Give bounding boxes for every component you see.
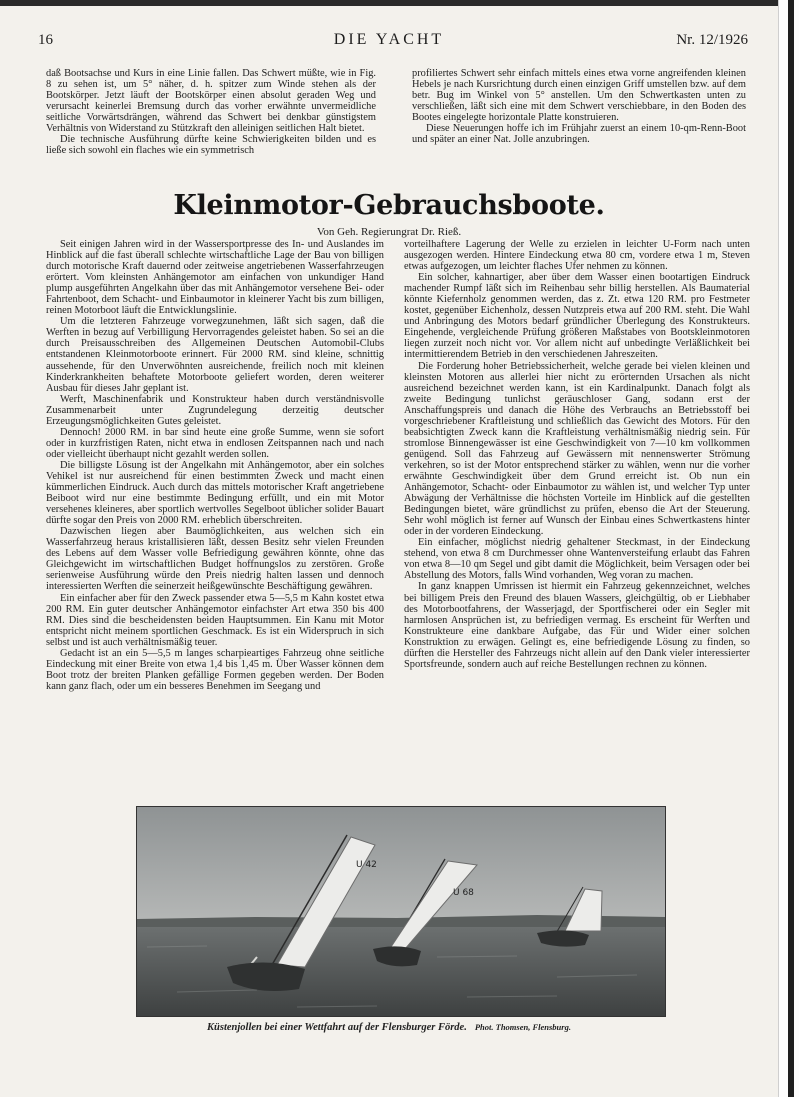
paragraph: Diese Neuerungen hoffe ich im Frühjahr zuerst an einem 10-qm-Renn-Boot und später an einer Nat. Jolle anzubringen. — [412, 123, 746, 146]
caption-text: Küstenjollen bei einer Wettfahrt auf der Flensburger Förde. — [207, 1022, 467, 1033]
article-left-column — [46, 239, 384, 799]
scan-edge — [778, 0, 799, 1097]
scan-top-border — [0, 0, 799, 6]
paragraph: Gedacht ist an ein 5—5,5 m langes scharpieartiges Fahrzeug ohne seitliche Eindeckung mit einer Breite von etwa 1,4 bis 1,45 m. Über Wasser können dem Boot trotz der breiten Planken gefällige Formen gegeben werden. Der Boden kann ganz flach, oder um ein besseres Benehmen im Seegang und — [46, 647, 384, 692]
paragraph: Dazwischen liegen aber Baumöglichkeiten, aus welchen sich ein Wasserfahrzeug heraus kristallisieren läßt, dessen Besitz sehr vielen Freunden des Lebens auf dem Wasser volle Befriedigung gewähren könnte, ohne das Gleichgewicht im wirtschaftlichen Budget hoffnungslos zu zerstören. Große serienweise Ausführung würde den Preis niedrig halten lassen und dennoch interessierten Werften die seinerzeit heißgewünschte Beschäftigung gewähren. — [46, 526, 384, 593]
paragraph: Dennoch! 2000 RM. in bar sind heute eine große Summe, wenn sie sofort oder in kurzfristigen Raten, nicht etwa in endlosen Zeitspannen nach und nach oder vielleicht überhaupt nicht gezahlt werden sollen. — [46, 426, 384, 460]
prev-article-right-column — [412, 68, 746, 170]
paragraph: Ein einfacher, möglichst niedrig gehaltener Steckmast, in der Eindeckung stehend, von etwa 8 cm Durchmesser ohne Wantenversteifung erlaubt das Fahren von etwa 8—10 qm Segel und gibt damit die Möglichkeit, beim Versagen oder bei Abstellung des Motors, falls Wind vorhanden, Weg voran zu machen. — [404, 537, 750, 582]
paragraph: vorteilhaftere Lagerung der Welle zu erzielen in leichter U-Form nach unten ausgezogen werden. Hintere Eindeckung etwa 80 cm, vordere etwa 1 m, Steven etwas aufgezogen, um leichter flaches Ufer nehmen zu können. — [404, 239, 750, 273]
paragraph: Ein solcher, kahnartiger, aber über dem Wasser einen bootartigen Eindruck machender Rumpf läßt sich im Reihenbau sehr billig herstellen. Als Baumaterial könnte Kiefernholz genommen werden, das z. Zt. etwa 120 RM. pro Festmeter kostet, gegenüber Eichenholz, dessen Nutzpreis etwa auf 200 RM. steht. Die Wahl und Anbringung des Motors bedarf gründlicher Überlegung des Konstrukteurs. Eingehende, vergleichende Prüfung größeren Maßstabes von Bootskleinmotoren liegen zurzeit noch nicht vor. Vor allem nicht auf unbedingte Verläßlichkeit bei intermittierendem Betrieb in den verschiedenen Jahreszeiten. — [404, 272, 750, 361]
prev-article-left-column — [46, 68, 376, 170]
paragraph: Werft, Maschinenfabrik und Konstrukteur haben durch verständnisvolle Zusammenarbeit unter Zugrundelegung derzeitig deutscher Erzeugungsmöglichkeiten Gutes geleistet. — [46, 393, 384, 427]
sail-number-label: U 68 — [453, 888, 474, 898]
paragraph: Um die letzteren Fahrzeuge vorwegzunehmen, läßt sich sagen, daß die Werften in bezug auf Verbilligung Hervorragendes geleistet haben. So sei an die durch Preisausschreiben des Allgemeinen Deutschen Automobil-Clubs entstandenen Kleinmotorboote erinnert. Für 2000 RM. sind kleine, schnittig aussehende, für den Unverwöhnten ausreichende, freilich noch mit kleinen Kinderkrankheiten behaftete Motorboote geliefert worden, deren weiterer Ausbau für dieses Jahr geplant ist. — [46, 316, 384, 394]
article-right-column — [404, 239, 750, 799]
sail-number-label: U 42 — [356, 860, 377, 870]
article-title: Kleinmotor-Gebrauchsboote. — [173, 190, 605, 221]
paragraph: daß Bootsachse und Kurs in eine Linie fallen. Das Schwert müßte, wie in Fig. 8 zu sehen ist, um 5° näher, d. h. spitzer zum Winde stehen als der Bootskörper. Jetzt läuft der Bootskörper einen absolut geraden Weg und verursacht keinerlei Bremsung durch das vorher erwähnte unvermeidliche seitliche Vorwärtsdrängen, während das Schwert bei denkbar günstigstem Verhältnis von Widerstand zu Stützkraft den alleinigen seitlichen Halt bietet. — [46, 68, 376, 135]
sailboats-image — [137, 807, 665, 1016]
regatta-photo — [136, 806, 666, 1017]
paragraph: profiliertes Schwert sehr einfach mittels eines etwa vorne angreifenden kleinen Hebels je nach Kursrichtung durch einen einzigen Griff umstellen bzw. auf dem betr. Bug im Winkel von 5° anstellen. Um den Schwertkasten unten zu verschließen, läßt sich eine mit dem Schwert verschiebbare, in den Boden des Bootes eingelegte horizontale Platte konstruieren. — [412, 68, 746, 124]
issue-number: Nr. 12/1926 — [676, 32, 748, 48]
paragraph: Die Forderung hoher Betriebssicherheit, welche gerade bei vielen kleinen und kleinsten Motoren aus allerlei hier nicht zu erörternden Ursachen als nicht ausreichend bezeichnet werden kann, ist ein Kardinalpunkt. Danach folgt als zweite Bedingung tunlichst geräuschloser Gang, sodann erst der Anschaffungspreis und danach die Höhe des Verbrauchs an Betriebsstoff bei vorgeschriebener Kraftleistung und schließlich das Gewicht des Motors. Für den beabsichtigten Zweck kann die Kraftleistung verhältnismäßig niedrig sein. Für stromlose Binnengewässer ist eine Geschwindigkeit von 7—10 km vollkommen genügend. Soll das Fahrzeug auf Gewässern mit nennenswerter Strömung verkehren, so ist der Motor entsprechend stärker zu wählen, wenn nur die vorher erwähnte Geschwindigkeit über dem Grund erreicht ist. Ob nun ein Anhängemotor, Schacht- oder Einbaumotor zu wählen ist, und welcher Typ unter Abwägung der Verhältnisse die höchsten Vorteile im Hinblick auf die gestellten Bedingungen bietet, wäre gründlichst zu prüfen, ebenso die Art der Steuerung. Sehr wohl möglich ist ferner auf Wunsch der Einbau eines Schwertkastens hinter oder in der vorderen Eindeckung. — [404, 360, 750, 538]
paragraph: Seit einigen Jahren wird in der Wassersportpresse des In- und Auslandes im Hinblick auf die fast überall schlechte wirtschaftliche Lage der Bau von billigen durch motorische Kraft dauernd oder zeitweise angetriebenen Wasserfahrzeugen erörtert. Vom kleinsten Anhängemotor am einfachen von unkundiger Hand plump ausgeführten Angelkahn über das mit Anhängemotor versehene Bei- oder Fahrtenboot, dem Schacht- und Einbaumotor in kleinerer Yacht bis zum billigen, reinen Motorboot läuft die Entwicklungslinie. — [46, 239, 384, 317]
paragraph: In ganz knappen Umrissen ist hiermit ein Fahrzeug gekennzeichnet, welches bei billigem Preis den Freund des blauen Wassers, gleichgültig, ob er Liebhaber des Motorbootfahrens, der Wasserjagd, der Sportfischerei oder ein Segler mit harmlosen Ansprüchen ist, zu befriedigen vermag. Es erscheint für Werften und Konstrukteure eine dankbare Aufgabe, das Für und Wider einer solchen Konstruktion zu erwägen. Gelingt es, eine befriedigende Lösung zu finden, so dürften die Hersteller des Fahrzeugs nicht allein auf den Dank vieler interessierter Sportsfreunde, sondern auch auf reiche Bestellungen rechnen zu können. — [404, 581, 750, 670]
magazine-title: DIE YACHT — [333, 31, 445, 48]
paragraph: Die technische Ausführung dürfte keine Schwierigkeiten bilden und es ließe sich sowohl ein flaches wie ein symmetrisch — [46, 134, 376, 157]
photo-caption — [0, 1022, 778, 1033]
photo-credit: Phot. Thomsen, Flensburg. — [474, 1022, 571, 1032]
paragraph: Ein einfacher aber für den Zweck passender etwa 5—5,5 m Kahn kostet etwa 200 RM. Ein guter deutscher Anhängemotor einfachster Art etwa 350 bis 400 RM. Dies sind die bescheidensten beiden Hauptsummen. Ein Kanu mit Motor entspricht nicht meinem sportlichen Geschmack. Es ist ein Widerspruch in sich selbst und ist auch verhältnismäßig teuer. — [46, 592, 384, 648]
page-number: 16 — [38, 32, 53, 48]
article-byline: Von Geh. Regierungrat Dr. Rieß. — [316, 226, 462, 238]
paragraph: Die billigste Lösung ist der Angelkahn mit Anhängemotor, aber ein solches Vehikel ist nur ausreichend für einen bestimmten Zweck und macht einen kümmerlichen Eindruck. Auch durch das mittels motorischer Kraft angetriebene Beiboot wird nur eine bestimmte Bedingung erfüllt, und ein mit Motor versehenes kleineres, aber sportlich wertvolles Segelboot üblicher solider Bauart dürfte sogar den Preis von 2000 RM. erheblich überschreiten. — [46, 459, 384, 527]
